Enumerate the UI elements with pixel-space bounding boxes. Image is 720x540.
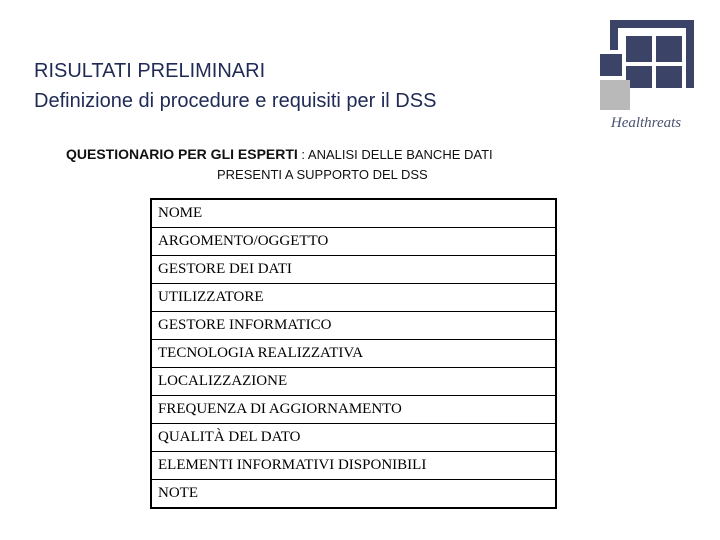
- logo-block-2: [656, 36, 682, 62]
- field-cell: UTILIZZATORE: [151, 284, 556, 312]
- table-row: [151, 452, 556, 480]
- field-cell: TECNOLOGIA REALIZZATIVA: [151, 340, 556, 368]
- questionnaire-heading-line2: PRESENTI A SUPPORTO DEL DSS: [217, 167, 428, 182]
- title-line-2: Definizione di procedure e requisiti per il DSS: [34, 90, 437, 112]
- field-cell: GESTORE INFORMATICO: [151, 312, 556, 340]
- logo-block-5: [656, 66, 682, 88]
- fields-table: [150, 198, 557, 509]
- table-row: [151, 368, 556, 396]
- questionnaire-heading: [66, 146, 493, 162]
- slide-title: [34, 56, 436, 116]
- table-row: [151, 480, 556, 509]
- logo-frame-top: [610, 20, 694, 28]
- logo-frame-right: [686, 20, 694, 88]
- field-cell: ELEMENTI INFORMATIVI DISPONIBILI: [151, 452, 556, 480]
- field-cell: LOCALIZZAZIONE: [151, 368, 556, 396]
- field-cell: NOTE: [151, 480, 556, 509]
- field-cell: GESTORE DEI DATI: [151, 256, 556, 284]
- questionnaire-heading-rest: : ANALISI DELLE BANCHE DATI: [297, 147, 493, 162]
- table-row: [151, 284, 556, 312]
- logo-frame-left: [610, 20, 618, 50]
- logo-block-1: [626, 36, 652, 62]
- title-line-1: RISULTATI PRELIMINARI: [34, 60, 266, 82]
- logo-text: Healthreats: [610, 115, 682, 131]
- table-row: [151, 228, 556, 256]
- table-row: [151, 396, 556, 424]
- table-row: [151, 340, 556, 368]
- table-row: [151, 312, 556, 340]
- table-row: [151, 199, 556, 228]
- field-cell: FREQUENZA DI AGGIORNAMENTO: [151, 396, 556, 424]
- logo-block-3: [600, 54, 622, 76]
- field-cell: NOME: [151, 199, 556, 228]
- field-cell: ARGOMENTO/OGGETTO: [151, 228, 556, 256]
- field-cell: QUALITÀ DEL DATO: [151, 424, 556, 452]
- table-row: [151, 424, 556, 452]
- questionnaire-heading-bold: QUESTIONARIO PER GLI ESPERTI: [66, 146, 298, 162]
- logo-block-grey: [600, 80, 630, 110]
- healthreats-logo: [596, 20, 696, 132]
- table-row: [151, 256, 556, 284]
